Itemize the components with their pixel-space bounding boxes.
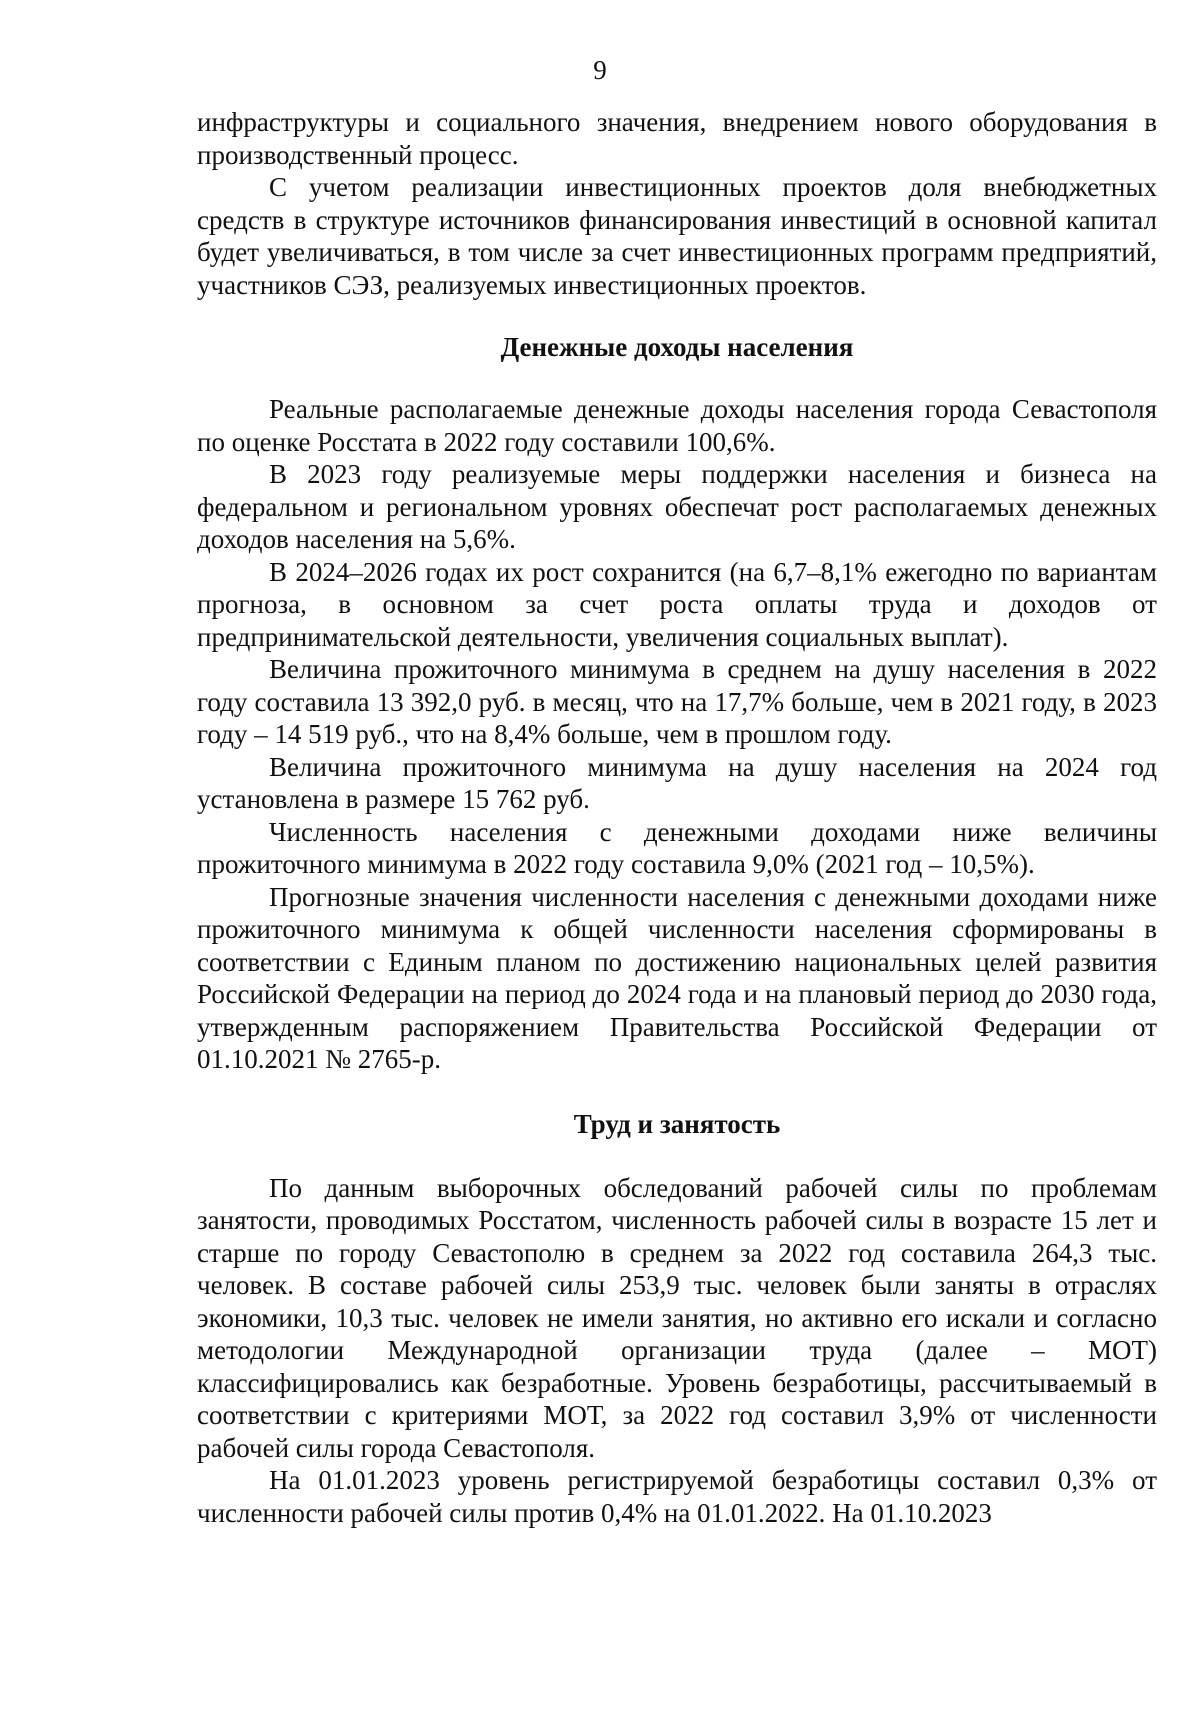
paragraph-forecast-values: Прогнозные значения численности населения с денежными доходами ниже прожиточного минимума к общей численности населения сформированы в соответствии с Единым планом по достижению национальных целей развития Российской Федерации на период до 2024 года и на плановый период до 2030 года, утвержденным распоряжением Правительства Российской Федерации от 01.10.2021 № 2765-р.: [197, 881, 1157, 1074]
paragraph-below-minimum: Численность населения с денежными доходами ниже величины прожиточного минимума в 2022 году составила 9,0% (2021 год – 10,5%).: [197, 816, 1157, 879]
document-body: [197, 106, 1157, 1529]
paragraph-registered-unemployment: На 01.01.2023 уровень регистрируемой безработицы составил 0,3% от численности рабочей силы против 0,4% на 01.01.2022. На 01.10.2023: [197, 1465, 1157, 1528]
paragraph-continuation: инфраструктуры и социального значения, внедрением нового оборудования в производственный процесс.: [197, 107, 1157, 170]
paragraph-labor-survey: По данным выборочных обследований рабочей силы по проблемам занятости, проводимых Росстатом, численность рабочей силы в возрасте 15 лет и старше по городу Севастополю в среднем за 2022 год составила 264,3 тыс. человек. В составе рабочей силы 253,9 тыс. человек были заняты в отраслях экономики, 10,3 тыс. человек не имели занятия, но активно его искали и согласно методологии Международной организации труда (далее – МОТ) классифицировались как безработные. Уровень безработицы, рассчитываемый в соответствии с критериями МОТ, за 2022 год составил 3,9% от численности рабочей силы города Севастополя.: [197, 1172, 1157, 1463]
paragraph-subsistence-minimum: Величина прожиточного минимума в среднем на душу населения в 2022 году составила 13 392,0 руб. в месяц, что на 17,7% больше, чем в 2021 году, в 2023 году – 14 519 руб., что на 8,4% больше, чем в прошлом году.: [197, 654, 1157, 749]
page-number: 9: [593, 55, 607, 85]
paragraph-income-2022: Реальные располагаемые денежные доходы населения города Севастополя по оценке Росстата в 2022 году составили 100,6%.: [197, 394, 1157, 457]
paragraph-subsistence-2024: Величина прожиточного минимума на душу населения на 2024 год установлена в размере 15 762 руб.: [197, 751, 1157, 814]
section-heading-labor: Труд и занятость: [573, 1108, 781, 1139]
section-heading-income: Денежные доходы населения: [500, 332, 854, 362]
paragraph-income-2023: В 2023 году реализуемые меры поддержки населения и бизнеса на федеральном и региональном уровнях обеспечат рост располагаемых денежных доходов населения на 5,6%.: [197, 459, 1157, 554]
paragraph-income-2024-2026: В 2024–2026 годах их рост сохранится (на 6,7–8,1% ежегодно по вариантам прогноза, в основном за счет роста оплаты труда и доходов от предпринимательской деятельности, увеличения социальных выплат).: [197, 556, 1157, 652]
paragraph-investment-share: С учетом реализации инвестиционных проектов доля внебюджетных средств в структуре источников финансирования инвестиций в основной капитал будет увеличиваться, в том числе за счет инвестиционных программ предприятий, участников СЭЗ, реализуемых инвестиционных проектов.: [197, 172, 1157, 300]
